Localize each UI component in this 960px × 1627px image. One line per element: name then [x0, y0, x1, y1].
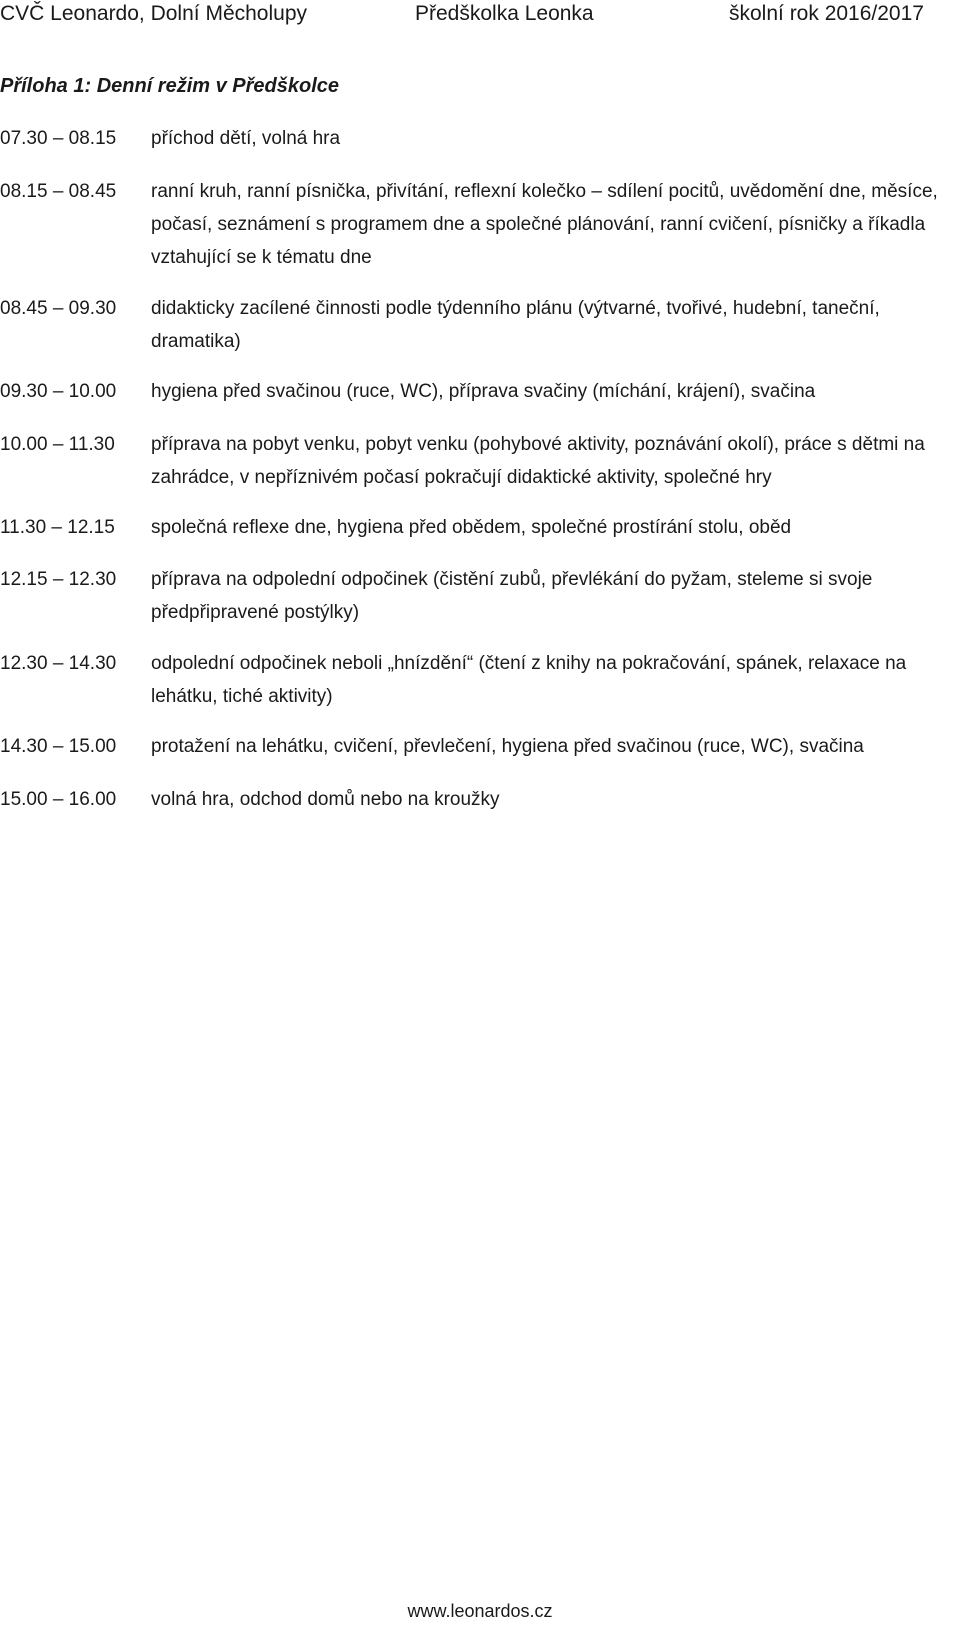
footer-url: www.leonardos.cz — [407, 1601, 553, 1621]
document-title: Příloha 1: Denní režim v Předškolce — [0, 75, 340, 97]
schedule-activity: volná hra, odchod domů nebo na kroužky — [151, 789, 500, 810]
schedule-time: 14.30 – 15.00 — [0, 736, 117, 757]
schedule-activity: příchod dětí, volná hra — [151, 128, 341, 149]
schedule-time: 08.45 – 09.30 — [0, 298, 117, 319]
header-unit-name: Předškolka Leonka — [415, 2, 594, 25]
schedule-activity: příprava na odpolední odpočinek (čistění zubů, převlékání do pyžam, steleme si svoje předpřipravené postýlky) — [151, 569, 873, 623]
schedule-activity: ranní kruh, ranní písnička, přivítání, reflexní kolečko – sdílení pocitů, uvědomění dne, měsíce, počasí, seznámení s programem dne a společné plánování, ranní cvičení, písničky a říkadla vztahující se k tématu dne — [151, 181, 938, 268]
schedule-time: 12.15 – 12.30 — [0, 569, 117, 590]
schedule-activity: didakticky zacílené činnosti podle týdenního plánu (výtvarné, tvořivé, hudební, taneční, dramatika) — [151, 298, 880, 352]
schedule-time: 15.00 – 16.00 — [0, 789, 117, 810]
schedule-activity: protažení na lehátku, cvičení, převlečení, hygiena před svačinou (ruce, WC), svačina — [151, 736, 864, 757]
schedule-time: 07.30 – 08.15 — [0, 128, 117, 149]
schedule-time: 10.00 – 11.30 — [0, 434, 115, 455]
schedule-activity: hygiena před svačinou (ruce, WC), příprava svačiny (míchání, krájení), svačina — [151, 381, 816, 402]
schedule-time: 12.30 – 14.30 — [0, 653, 117, 674]
page-header — [0, 0, 960, 32]
schedule-time: 08.15 – 08.45 — [0, 181, 117, 202]
header-school-name: CVČ Leonardo, Dolní Měcholupy — [0, 2, 308, 25]
schedule-activity: příprava na pobyt venku, pobyt venku (pohybové aktivity, poznávání okolí), práce s dětmi na zahrádce, v nepříznivém počasí pokračují didaktické aktivity, společné hry — [151, 434, 925, 488]
schedule-activity: odpolední odpočinek neboli „hnízdění“ (čtení z knihy na pokračování, spánek, relaxace na lehátku, tiché aktivity) — [151, 653, 907, 707]
schedule-time: 09.30 – 10.00 — [0, 381, 117, 402]
header-school-year: školní rok 2016/2017 — [729, 2, 924, 25]
schedule-time: 11.30 – 12.15 — [0, 517, 115, 538]
schedule-activity: společná reflexe dne, hygiena před obědem, společné prostírání stolu, oběd — [151, 517, 792, 538]
